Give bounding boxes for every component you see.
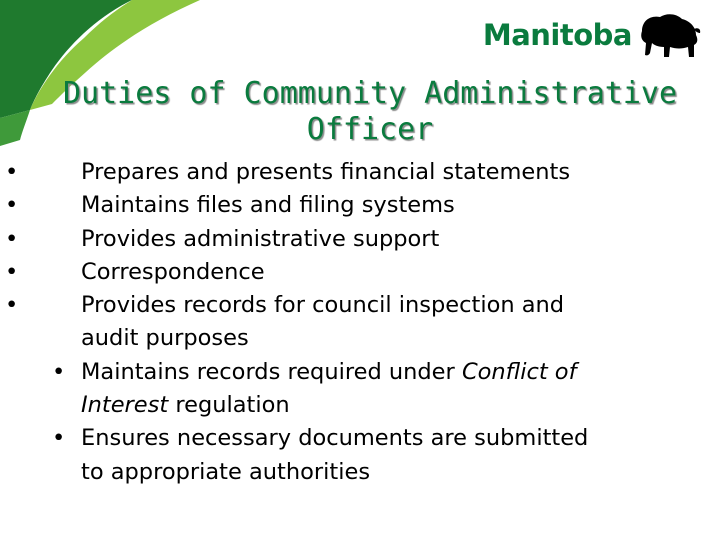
bullet-icon: • [52, 358, 66, 385]
bullet-icon: • [5, 292, 19, 319]
list-item-text: Ensures necessary documents are submitted [81, 425, 589, 452]
slide-title [50, 76, 690, 148]
list-item-text-continued: audit purposes [81, 325, 249, 352]
list-item-text: Provides records for council inspection and [81, 292, 565, 319]
list-item-text [81, 356, 720, 389]
manitoba-wordmark: Manitoba [482, 18, 632, 52]
list-item [0, 289, 720, 356]
list-item-text: Provides administrative support [81, 225, 440, 252]
bison-icon [636, 9, 702, 61]
bullet-icon: • [5, 225, 19, 252]
list-item-text: Prepares and presents financial statements [81, 159, 571, 185]
list-item [0, 356, 720, 423]
list-item-text-continued [81, 389, 720, 422]
list-item-text-plain-continued: regulation [168, 392, 290, 419]
list-item [0, 156, 720, 189]
list-item [0, 189, 720, 222]
list-item-text-plain: Maintains records required under [81, 358, 462, 385]
manitoba-logo [483, 10, 702, 60]
list-item [0, 256, 720, 289]
slide-title-line-2: Officer [306, 112, 434, 147]
list-item-text-continued: to appropriate authorities [81, 458, 371, 485]
bullet-icon: • [52, 425, 66, 452]
bullet-icon: • [5, 159, 19, 185]
bullet-icon: • [5, 192, 19, 219]
duties-list [0, 156, 720, 489]
list-item-text-italic-continued: Interest [81, 392, 169, 419]
bullet-icon: • [5, 258, 19, 285]
slide-title-line-1: Duties of Community Administrative [62, 76, 678, 111]
list-item [0, 422, 720, 489]
list-item [0, 223, 720, 256]
list-item-text: Correspondence [81, 258, 265, 285]
list-item-text: Maintains files and filing systems [81, 192, 455, 219]
list-item-text-italic: Conflict of [461, 358, 577, 385]
